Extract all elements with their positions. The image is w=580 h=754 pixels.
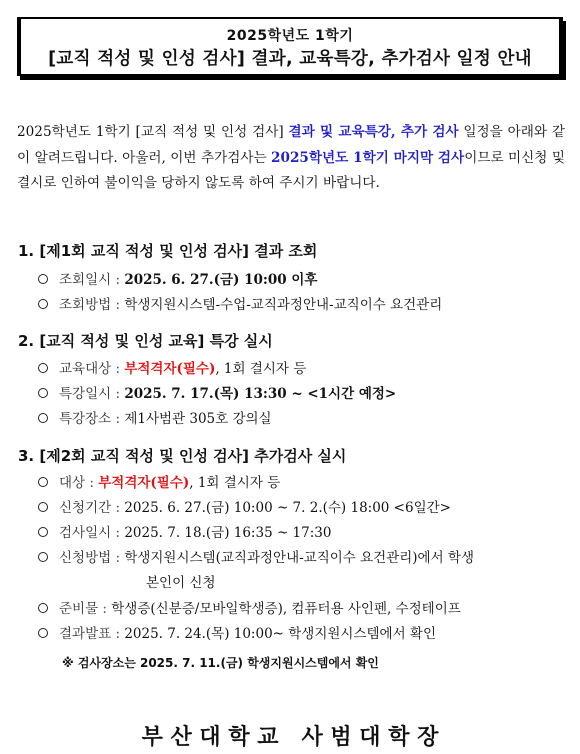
page-title: [교직 적성 및 인성 검사] 결과, 교육특강, 추가검사 일정 안내 bbox=[48, 49, 532, 69]
section-1-heading: 1. [제1회 교직 적성 및 인성 검사] 결과 조회 bbox=[18, 242, 318, 260]
circle-bullet-icon bbox=[38, 628, 48, 638]
list-item: 준비물 : 학생증(신분증/모바일학생증), 컴퓨터용 사인펜, 수정테이프 bbox=[38, 597, 461, 617]
intro-text-3: 이므로 미신청 및 결시로 인하여 불이익을 당하지 않도록 하여 주시기 바랍니다. bbox=[17, 149, 565, 191]
list-item: 특강일시 : 2025. 7. 17.(목) 13:30 ~ <1시간 예정> bbox=[38, 382, 396, 402]
circle-bullet-icon bbox=[38, 502, 48, 512]
list-item: 교육대상 : 부적격자(필수), 1회 결시자 등 bbox=[38, 357, 306, 377]
list-item: 특강장소 : 제1사범관 305호 강의실 bbox=[38, 407, 272, 427]
circle-bullet-icon bbox=[38, 413, 48, 423]
intro-paragraph bbox=[17, 120, 565, 197]
circle-bullet-icon bbox=[38, 363, 48, 373]
section-3-heading: 3. [제2회 교직 적성 및 인성 검사] 추가검사 실시 bbox=[18, 447, 347, 465]
list-item: 신청방법 : 학생지원시스템(교직과정안내-교직이수 요건관리)에서 학생 bbox=[38, 546, 474, 566]
intro-highlight-2: 2025학년도 1학기 마지막 검사 bbox=[271, 149, 465, 166]
circle-bullet-icon bbox=[38, 527, 48, 537]
list-item: 검사일시 : 2025. 7. 18.(금) 16:35 ~ 17:30 bbox=[38, 521, 331, 541]
location-note: ※ 검사장소는 2025. 7. 11.(금) 학생지원시스템에서 확인 bbox=[62, 656, 379, 670]
list-item-continuation: 본인이 신청 bbox=[146, 575, 216, 591]
circle-bullet-icon bbox=[38, 388, 48, 398]
intro-text-1: 2025학년도 1학기 [교직 적성 및 인성 검사] bbox=[17, 124, 289, 140]
circle-bullet-icon bbox=[38, 299, 48, 309]
list-item: 대상 : 부적격자(필수), 1회 결시자 등 bbox=[38, 471, 280, 491]
list-item: 신청기간 : 2025. 6. 27.(금) 10:00 ~ 7. 2.(수) 18:00 <6일간> bbox=[38, 496, 451, 516]
title-box bbox=[17, 17, 563, 76]
list-item: 조회일시 : 2025. 6. 27.(금) 10:00 이후 bbox=[38, 268, 317, 288]
section-2-heading: 2. [교직 적성 및 인성 교육] 특강 실시 bbox=[18, 332, 273, 350]
circle-bullet-icon bbox=[38, 552, 48, 562]
title-term: 2025학년도 1학기 bbox=[226, 28, 354, 44]
list-item: 조회방법 : 학생지원시스템-수업-교직과정안내-교직이수 요건관리 bbox=[38, 293, 442, 313]
circle-bullet-icon bbox=[38, 274, 48, 284]
signature-footer: 부 산 대 학 교 사 범 대 학 장 bbox=[141, 724, 439, 750]
circle-bullet-icon bbox=[38, 603, 48, 613]
intro-highlight-1: 결과 및 교육특강, 추가 검사 bbox=[288, 124, 459, 140]
circle-bullet-icon bbox=[38, 477, 48, 487]
intro-text-2: 일정을 아래와 같이 알려드립니다. 아울러, 이번 추가검사는 bbox=[17, 124, 565, 166]
list-item: 결과발표 : 2025. 7. 24.(목) 10:00~ 학생지원시스템에서 확인 bbox=[38, 622, 436, 642]
